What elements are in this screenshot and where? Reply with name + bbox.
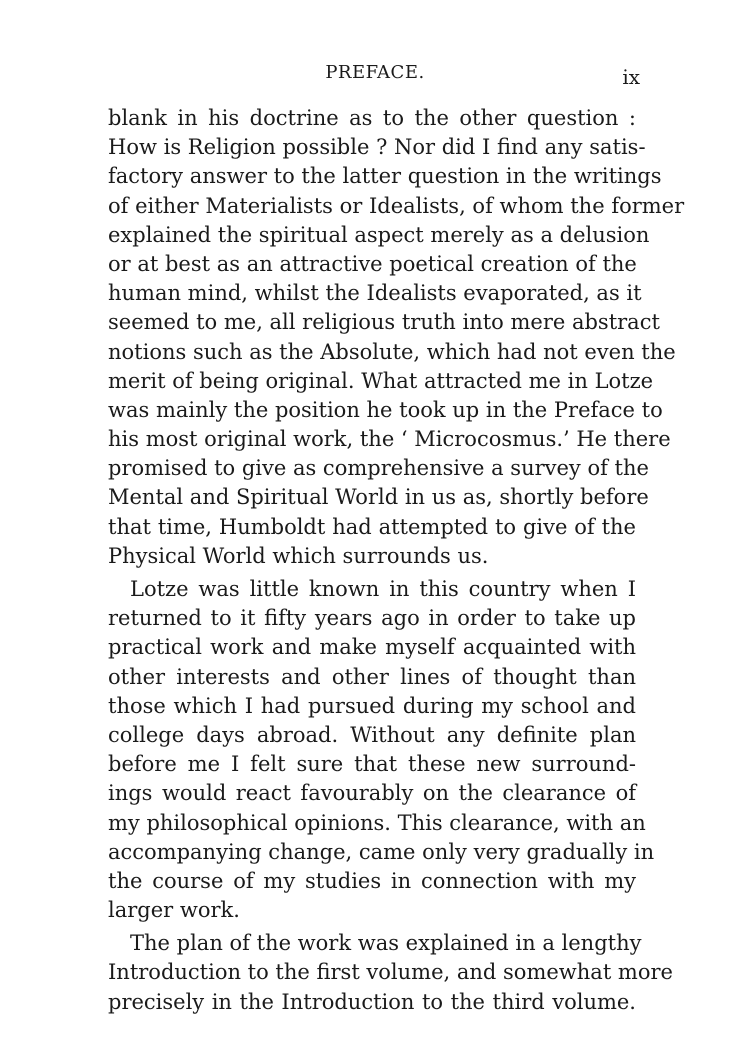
text-line: returned to it fifty years ago in order to take up — [108, 606, 636, 631]
text-line: practical work and make myself acquainted with — [108, 635, 636, 660]
text-line: the course of my studies in connection with my — [108, 868, 636, 893]
running-title: PREFACE. — [325, 62, 425, 83]
text-line: explained the spiritual aspect merely as a delusion — [108, 222, 650, 247]
text-line: ings would react favourably on the clearance of — [108, 781, 636, 806]
text-line: blank in his doctrine as to the other question : — [108, 106, 636, 130]
text-line: that time, Humboldt had attempted to give of the — [108, 514, 636, 539]
text-line: was mainly the position he took up in the Preface to — [108, 397, 663, 422]
text-line: his most original work, the ‘ Microcosmus.’ He there — [108, 427, 671, 452]
text-line: seemed to me, all religious truth into mere abstract — [108, 310, 660, 335]
text-line: college days abroad. Without any definite plan — [108, 722, 636, 747]
text-line: Lotze was little known in this country when I — [130, 577, 636, 601]
text-line: factory answer to the latter question in the writings — [108, 164, 662, 189]
page-number: ix — [622, 65, 640, 89]
text-line: Introduction to the first volume, and somewhat more — [108, 960, 673, 985]
text-line: before me I felt sure that these new surround- — [108, 752, 636, 777]
text-line: Mental and Spiritual World in us as, shortly before — [108, 485, 649, 510]
text-line: those which I had pursued during my school and — [108, 693, 636, 718]
text-line: accompanying change, came only very gradually in — [108, 839, 655, 864]
text-line: my philosophical opinions. This clearance, with an — [108, 810, 646, 835]
text-line: notions such as the Absolute, which had not even the — [108, 339, 676, 364]
text-line: The plan of the work was explained in a lengthy — [130, 931, 642, 956]
text-line: larger work. — [108, 898, 240, 923]
text-line: precisely in the Introduction to the third volume. — [108, 989, 636, 1014]
text-line: human mind, whilst the Idealists evaporated, as it — [108, 281, 642, 306]
text-line: or at best as an attractive poetical creation of the — [108, 251, 637, 276]
page-header — [0, 62, 750, 89]
text-line: merit of being original. What attracted me in Lotze — [108, 368, 654, 393]
text-line: promised to give as comprehensive a survey of the — [108, 456, 649, 481]
text-line: Physical World which surrounds us. — [108, 543, 489, 568]
text-line: of either Materialists or Idealists, of whom the former — [108, 193, 685, 218]
text-line: How is Religion possible ? Nor did I find any satis- — [108, 135, 646, 160]
body-text — [108, 104, 685, 1017]
text-line: other interests and other lines of thought than — [108, 664, 636, 689]
